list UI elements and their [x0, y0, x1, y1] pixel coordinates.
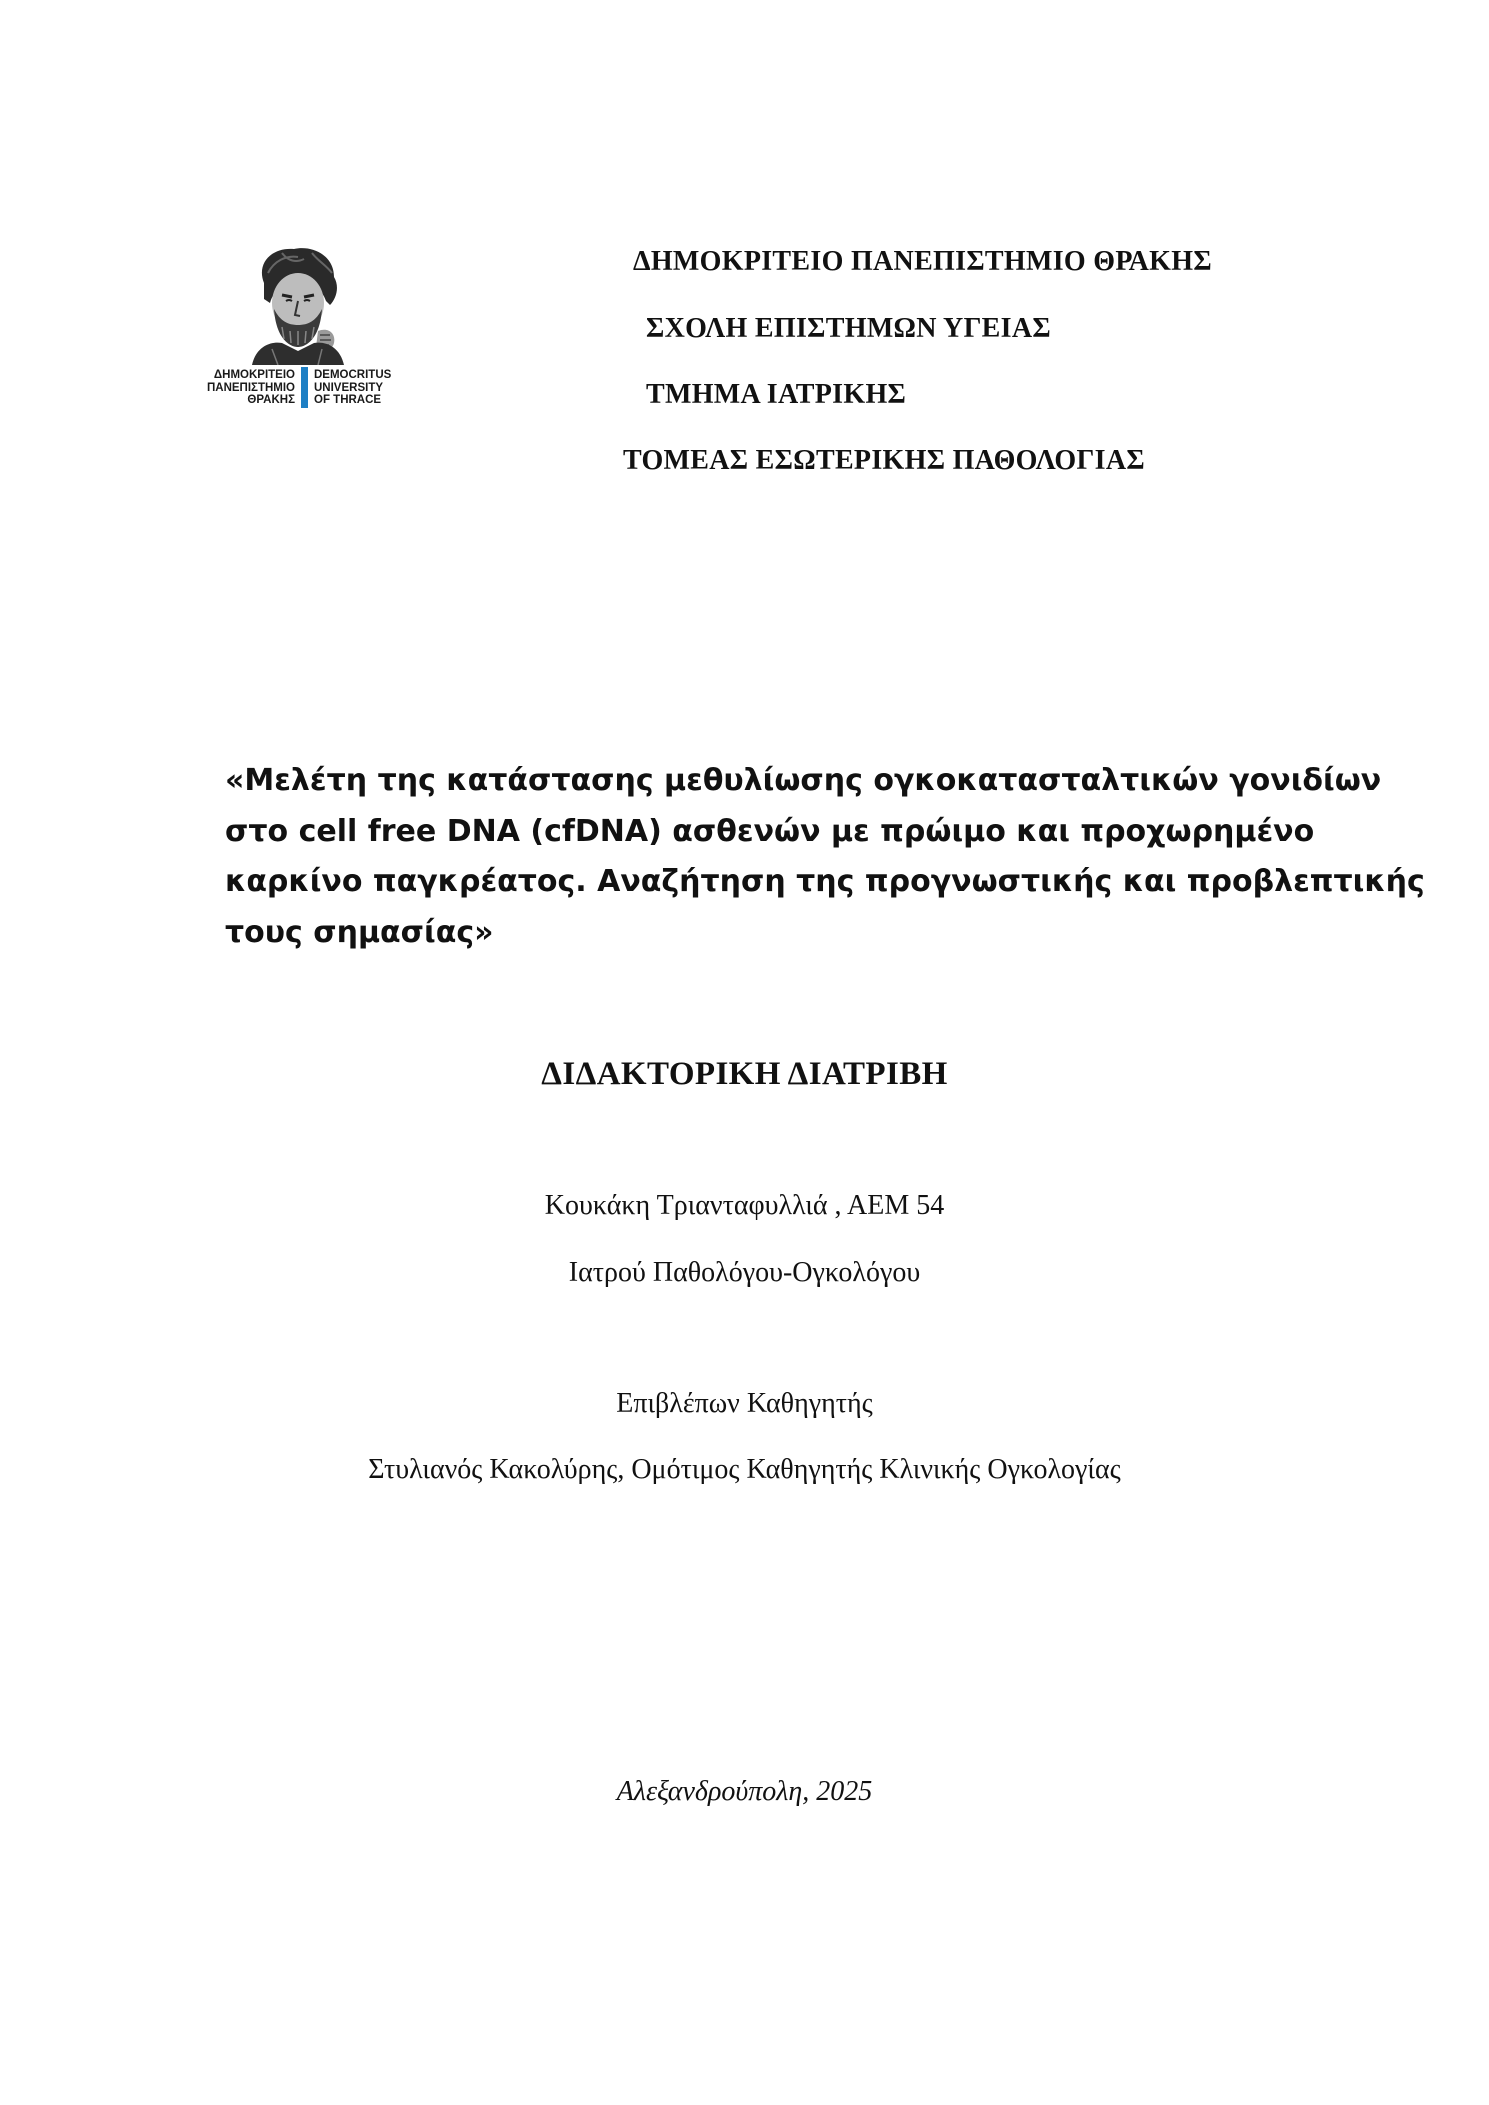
thesis-title-line: στο cell free DNA (cfDNA) ασθενών με πρώιμο και προχωρημένο	[225, 813, 1315, 849]
supervisor-label: Επιβλέπων Καθηγητής	[616, 1388, 873, 1419]
supervisor-name: Στυλιανός Κακολύρης, Ομότιμος Καθηγητής Κλινικής Ογκολογίας	[368, 1454, 1121, 1485]
university-name: ΔΗΜΟΚΡΙΤΕΙΟ ΠΑΝΕΠΙΣΤΗΜΙΟ ΘΡΑΚΗΣ	[633, 246, 1212, 277]
school-name: ΣΧΟΛΗ ΕΠΙΣΤΗΜΩΝ ΥΓΕΙΑΣ	[646, 313, 1051, 344]
logo-accent-bar	[301, 367, 308, 408]
university-logo	[182, 243, 408, 411]
democritus-bust-icon	[242, 243, 354, 365]
logo-text-english: DEMOCRITUS UNIVERSITY OF THRACE	[314, 369, 392, 406]
logo-text-greek: ΔΗΜΟΚΡΙΤΕΙΟ ΠΑΝΕΠΙΣΤΗΜΙΟ ΘΡΑΚΗΣ	[206, 369, 295, 406]
department-name: ΤΜΗΜΑ ΙΑΤΡΙΚΗΣ	[646, 379, 907, 410]
thesis-title-line: καρκίνο παγκρέατος. Αναζήτηση της προγνωστικής και προβλεπτικής	[225, 864, 1425, 899]
document-type: ΔΙΔΑΚΤΟΡΙΚΗ ΔΙΑΤΡΙΒΗ	[541, 1056, 948, 1092]
thesis-title	[225, 756, 1425, 958]
place-date: Αλεξανδρούπολη, 2025	[616, 1776, 873, 1807]
author-role: Ιατρού Παθολόγου-Ογκολόγου	[568, 1257, 921, 1288]
sector-name: ΤΟΜΕΑΣ ΕΣΩΤΕΡΙΚΗΣ ΠΑΘΟΛΟΓΙΑΣ	[623, 445, 1145, 476]
thesis-title-line: τους σημασίας»	[225, 914, 494, 950]
thesis-title-line: «Μελέτη της κατάστασης μεθυλίωσης ογκοκατασταλτικών γονιδίων	[225, 763, 1382, 798]
author-name: Κουκάκη Τριανταφυλλιά , ΑΕΜ 54	[544, 1190, 945, 1221]
